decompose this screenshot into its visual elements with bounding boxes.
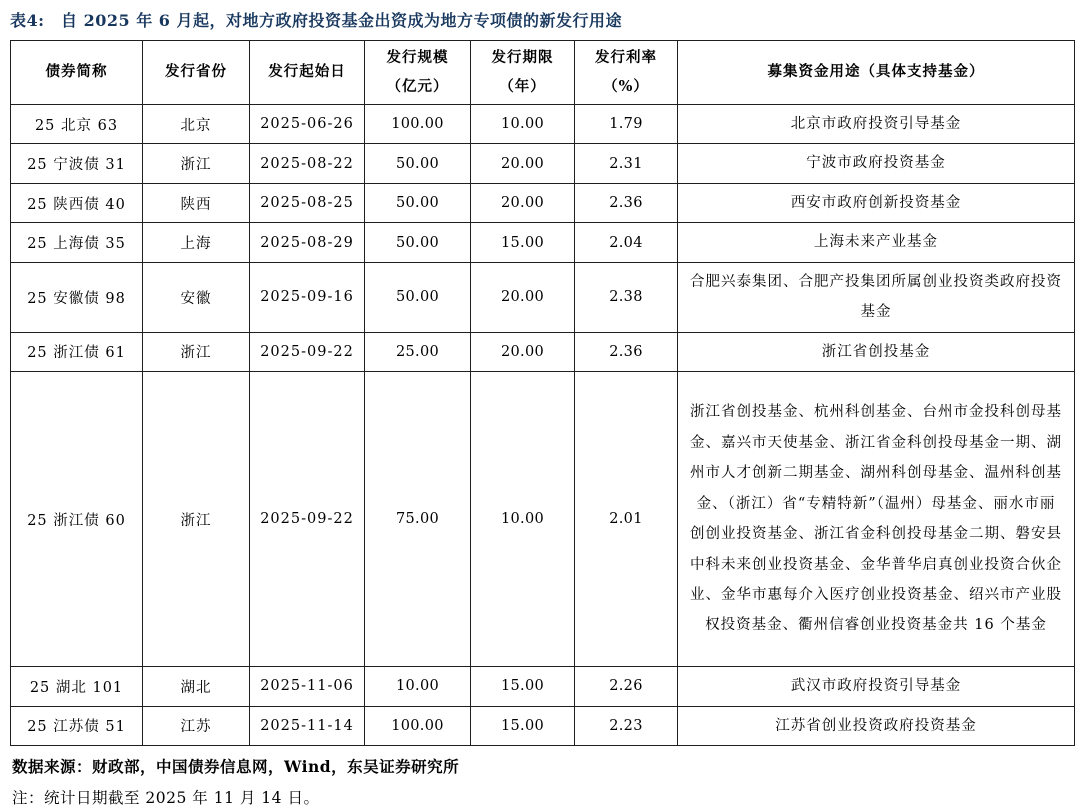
cell-tenor: 10.00 — [471, 105, 575, 144]
header-cell-bond-name: 债券简称 — [11, 41, 143, 105]
cell-province: 上海 — [143, 223, 250, 262]
cell-purpose: 江苏省创业投资政府投资基金 — [678, 706, 1075, 745]
header-cell-province: 发行省份 — [143, 41, 250, 105]
cell-rate: 2.31 — [575, 144, 678, 183]
cell-rate: 2.23 — [575, 706, 678, 745]
header-cell-rate-unit: （%） — [603, 78, 649, 95]
cell-bond-name: 25 江苏债 51 — [11, 706, 143, 745]
table-body — [11, 105, 1075, 746]
cell-rate: 2.26 — [575, 667, 678, 706]
cell-scale: 50.00 — [365, 262, 471, 332]
cell-province: 湖北 — [143, 667, 250, 706]
cell-purpose: 浙江省创投基金 — [678, 332, 1075, 371]
cell-purpose: 武汉市政府投资引导基金 — [678, 667, 1075, 706]
cell-province: 江苏 — [143, 706, 250, 745]
header-cell-purpose: 募集资金用途（具体支持基金） — [678, 41, 1075, 105]
table-title: 表4: 自 2025 年 6 月起，对地方政府投资基金出资成为地方专项债的新发行用途 — [10, 11, 622, 30]
cell-scale: 100.00 — [365, 706, 471, 745]
cell-province: 安徽 — [143, 262, 250, 332]
header-cell-tenor: 发行期限 （年） — [471, 41, 575, 105]
data-source-note: 数据来源：财政部，中国债券信息网，Wind，东吴证券研究所 — [12, 756, 460, 776]
header-cell-rate: 发行利率 （%） — [575, 41, 678, 105]
cell-rate: 1.79 — [575, 105, 678, 144]
cell-scale: 50.00 — [365, 183, 471, 222]
cell-start-date: 2025-09-22 — [250, 332, 365, 371]
cell-province: 浙江 — [143, 144, 250, 183]
cell-bond-name: 25 浙江债 61 — [11, 332, 143, 371]
header-cell-tenor-unit: （年） — [499, 78, 546, 95]
cell-tenor: 15.00 — [471, 667, 575, 706]
cell-tenor: 20.00 — [471, 262, 575, 332]
cell-purpose: 西安市政府创新投资基金 — [678, 183, 1075, 222]
table-header-row — [11, 41, 1075, 105]
cell-bond-name: 25 浙江债 60 — [11, 372, 143, 667]
cell-tenor: 20.00 — [471, 144, 575, 183]
cell-start-date: 2025-08-25 — [250, 183, 365, 222]
cell-bond-name: 25 安徽债 98 — [11, 262, 143, 332]
statistics-cutoff-note: 注：统计日期截至 2025 年 11 月 14 日。 — [12, 788, 320, 807]
table-row — [11, 262, 1075, 332]
cell-scale: 50.00 — [365, 223, 471, 262]
cell-tenor: 15.00 — [471, 706, 575, 745]
cell-scale: 100.00 — [365, 105, 471, 144]
cell-purpose: 浙江省创投基金、杭州科创基金、台州市金投科创母基金、嘉兴市天使基金、浙江省金科创投母基金一期、湖州市人才创新二期基金、湖州科创母基金、温州科创基金、（浙江）省“专精特新”（温州）母基金、丽水市丽创创业投资基金、浙江省金科创投母基金二期、磐安县中科未来创业投资基金、金华普华启真创业投资合伙企业、金华市惠每介入医疗创业投资基金、绍兴市产业股权投资基金、衢州信睿创业投资基金共 16 个基金 — [678, 372, 1075, 667]
cell-province: 浙江 — [143, 332, 250, 371]
cell-bond-name: 25 陕西债 40 — [11, 183, 143, 222]
header-cell-scale-unit: （亿元） — [386, 78, 449, 95]
table-row — [11, 332, 1075, 371]
header-cell-scale: 发行规模 （亿元） — [365, 41, 471, 105]
cell-start-date: 2025-11-14 — [250, 706, 365, 745]
cell-bond-name: 25 宁波债 31 — [11, 144, 143, 183]
cell-start-date: 2025-08-29 — [250, 223, 365, 262]
cell-tenor: 15.00 — [471, 223, 575, 262]
cell-purpose: 合肥兴泰集团、合肥产投集团所属创业投资类政府投资基金 — [678, 262, 1075, 332]
table-row — [11, 223, 1075, 262]
cell-rate: 2.36 — [575, 332, 678, 371]
cell-bond-name: 25 上海债 35 — [11, 223, 143, 262]
cell-start-date: 2025-09-22 — [250, 372, 365, 667]
cell-province: 北京 — [143, 105, 250, 144]
cell-tenor: 20.00 — [471, 332, 575, 371]
cell-scale: 50.00 — [365, 144, 471, 183]
cell-purpose: 北京市政府投资引导基金 — [678, 105, 1075, 144]
cell-rate: 2.38 — [575, 262, 678, 332]
cell-start-date: 2025-06-26 — [250, 105, 365, 144]
cell-rate: 2.36 — [575, 183, 678, 222]
cell-bond-name: 25 湖北 101 — [11, 667, 143, 706]
table-row — [11, 183, 1075, 222]
table-row — [11, 372, 1075, 667]
cell-bond-name: 25 北京 63 — [11, 105, 143, 144]
cell-start-date: 2025-09-16 — [250, 262, 365, 332]
cell-scale: 75.00 — [365, 372, 471, 667]
cell-start-date: 2025-11-06 — [250, 667, 365, 706]
cell-province: 浙江 — [143, 372, 250, 667]
cell-rate: 2.04 — [575, 223, 678, 262]
table-row — [11, 144, 1075, 183]
cell-province: 陕西 — [143, 183, 250, 222]
cell-tenor: 10.00 — [471, 372, 575, 667]
table-row — [11, 706, 1075, 745]
cell-purpose: 上海未来产业基金 — [678, 223, 1075, 262]
cell-purpose: 宁波市政府投资基金 — [678, 144, 1075, 183]
bond-issuance-table — [10, 40, 1075, 746]
cell-tenor: 20.00 — [471, 183, 575, 222]
cell-rate: 2.01 — [575, 372, 678, 667]
table-row — [11, 105, 1075, 144]
cell-scale: 10.00 — [365, 667, 471, 706]
table-row — [11, 667, 1075, 706]
header-cell-start-date: 发行起始日 — [250, 41, 365, 105]
cell-start-date: 2025-08-22 — [250, 144, 365, 183]
cell-scale: 25.00 — [365, 332, 471, 371]
